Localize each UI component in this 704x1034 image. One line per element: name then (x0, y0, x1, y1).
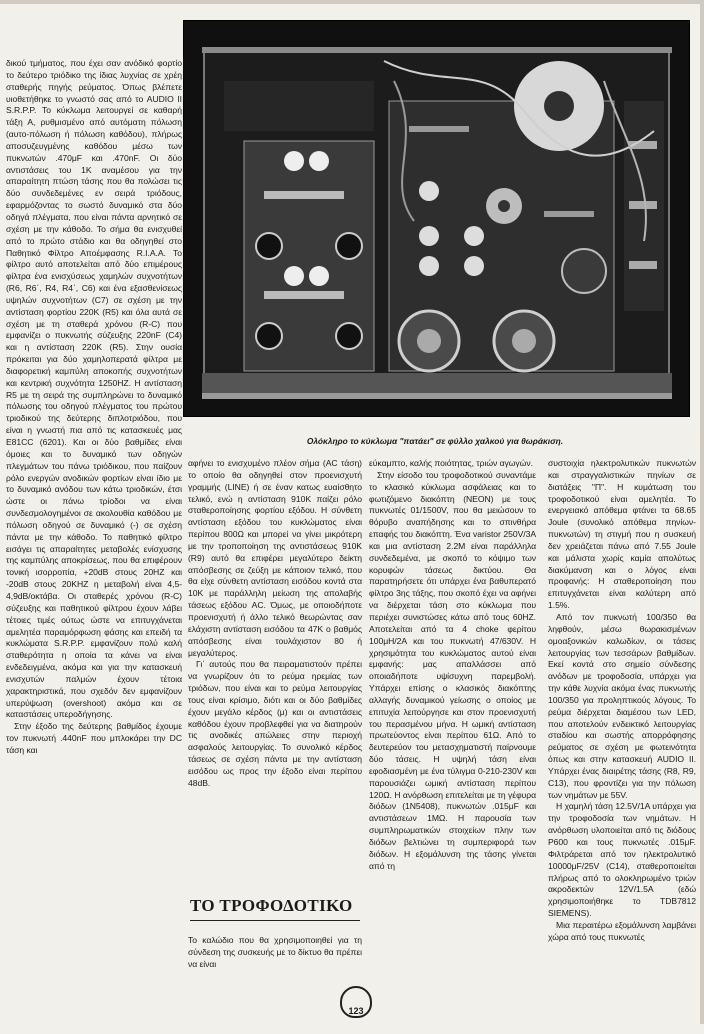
paragraph: δικού τμήματος, που έχει σαν ανόδικό φορτίο το δεύτερο τριόδικο της ίδιας λυχνίας σε χρέη σταθερής πηγής ρεύματος. Όπως βλέπετε υιοθετήθηκε το γνωστό σας από το AUDIO II S.R.P.P. Το κύκλωμα λειτουργεί σε καθαρή τάξη Α, ρυθμισμένο από αυτόματη πόλωση (αυτο-πόλωση ή πόλωση καθόδου), πλήρως αποσυζευγμένης καθόδου μέσω των πυκνωτών .470μF και .470nF. Οι δύο αντιστάσεις του 1Κ αναμέσου για την απαραίτητη πτώση τάσης που θα πολώσει τις δύο συνδεδεμένες εν σειρά τριόδους, εφαρμόζοντας το σωστό δυναμικό στα δύο οδηγά πλέγματα, που είναι πάντα αρνητικό σε σχέση με την κάθοδο. Το σήμα θα ενισχυθεί από το πρώτο στάδιο και θα οδηγηθεί στο Παθητικό Φίλτρο Αποέμφασης R.I.A.A. Το φίλτρο αυτό αποτελείται από δύο επιμέρους φίλτρα ένα ενισχύσεως χαμηλών συχνοτήτων (R6, R6΄, R4, R4΄, C6) και ένα εξασθενίσεως υψηλών συχνοτήτων (C7) σε σχέση με την αντίσταση φορτίου 220K (R5) και όλα αυτά σε σχέση με τη σταθερά χρόνου (R-C) που εμφανίζει ο πυκνωτής σύζευξης 220nF (C4) και η αντίσταση 220K (R5). Στην ουσία πρόκειται για δύο χαμηλοπερατά φίλτρα με διαφορετική καμπύλη αποκοπής συχνοτήτων και κεντρική συχνότητα 1250HZ. Η αντίσταση R5 με τη σειρά της συμπληρώνει το δυναμικό πόλωσης του οδηγού πλέγματος του πρώτου τριοδικού της δεύτερης διπλοτριόδου, που είναι η γνωστή πια από τις κατασκευές μας E81CC (6201). Και οι δύο βαθμίδες είναι όμοιες και το δυναμικό των οδηγών πλεγμάτων του πάνω τριόδικου, που παίζουν ρόλο ενεργών ανοδικών φορτίων είναι ίδιο με το δυναμικό ανόδου των κάτω τριοδικών, έτσι ώστε οι πάνω τρίοδοι να είναι συνδεσμολογημένοι σε ακολουθία καθόδου με πόλωση οδηγού σε δυναμικό (-) σε σχέση πάντα με την κάθοδο. Το παθητικό φίλτρο εισάγει τις απαραίτητες μεταβολές ενίσχυσης της καμπύλης αποκρίσεως, που θα επιφέρουν τονική ισορροπία, +20dB στους 20HZ και -20dB στους 20KHZ η μεταβολή είναι 4,5-4,9dB/οκτάβα. Οι σταθερές χρόνου (R-C) σύζευξης και παθητικού φίλτρου έχουν λάβει τέτοιες τιμές ούτως ώστε να επιτυγχάνεται αμελητέα παραμόρφωση φάσης και επειδή τα κυκλώματα S.R.P.P. εμφανίζουν πολύ καλή σταθερότητα η οποία τα κάνει να είναι ενδεδειγμένα, ακόμα και για την κατασκευή ενισχυτών παλμών έχουν τέτοια χαρακτηριστικά, που σχεδόν δεν εμφανίζουν υπερύψωση (overshoot) ακόμα και σε καταστάσεις υπεροδήγησης. (6, 58, 182, 720)
scan-artifact (0, 0, 704, 4)
paragraph: αφήνει το ενισχυμένο πλέον σήμα (AC τάση) το οποίο θα οδηγηθεί στον προενισχυτή γραμμής (LINE) ή σε έναν κατως ευαίσθητο τελικό, ενώ η αντίσταση 910Κ παίζει ρόλο σταθεροποίησης φορτίου εξόδου. Η σύνθετη αντίσταση εξόδου του κυκλώματος είναι περίπου 800Ω και μπορεί να γίνει μικρότερη με την τροποποίηση της αντιστάσεως 910Κ (R9) αυτό θα επιφέρει μεγαλύτερο δείκτη απόσβεσης σε ζεύξη με κάποιον τελικό, που θα είχε σύνθετη αντίσταση εισόδου κοντά στα 10Κ με παράλληλη μείωση της απολαβής τάσεως εξόδου AC. Όμως, με οποιοδήποτε προενισχυτή ή άλλο τελικό θεωρώντας σαν ελάχιστη αντίσταση εισόδου τα 47Κ ο βαθμός απόσβεσης είναι τουλάχιστον 80 ή μεγαλύτερος. (188, 458, 362, 658)
section-divider (190, 920, 360, 921)
paragraph: Το καλώδιο που θα χρησιμοποιηθεί για τη σύνδεση της συσκευής με το δίκτυο θα πρέπει να είναι (188, 935, 362, 969)
text-column-3 (369, 458, 536, 983)
section-title: ΤΟ ΤΡΟΦΟΔΟΤΙΚΟ (190, 896, 353, 915)
text-column-4 (548, 458, 696, 983)
photo-caption: Ολόκληρο το κύκλωμα "πατάει" σε φύλλο χαλκού για θωράκιση. (306, 436, 564, 446)
paragraph: Στην έξοδο της δεύτερης βαθμίδος έχουμε τον πυκνωτή .440nF που μπλοκάρει την DC τάση και (6, 721, 182, 755)
paragraph: συστοιχία ηλεκτρολυτικών πυκνωτών και στραγγαλιστικών πηνίων σε διατάξεις "Π". Η κυμάτωση του τροφοδοτικού είναι αμελητέα. Το ενεργειακό απόθεμα φτάνει τα 68.65 Joule (συνολικό απόθεμα πηνίων-πυκνωτών) τη στιγμή που η συσκευή δεν χρειάζεται πάνω από 7.55 Joule και μάλιστα χωρίς καμία απολύτως διακύμανση και ο λόγος είναι προφανής: Η σταθεροποίηση που επιτυγχάνεται είναι καλύτερη από 1.5%. (548, 458, 696, 611)
text-column-2-continued (188, 935, 362, 985)
text-column-2 (188, 458, 362, 888)
paragraph: εύκαμπτο, καλής ποιότητας, τριών αγωγών. (369, 458, 533, 468)
paragraph: Από τον πυκνωτή 100/350 θα ληφθούν, μέσω θωρακισμένων ομοαξονικών καλωδίων, οι τάσεις λειτουργίας των τεσσάρων βαθμίδων. Εκεί κοντά στο σημείο σύνδεσης ανόδων με τροφοδοσία, υπάρχει για την κάθε λυχνία ακόμα ένας πυκνωτής 100/350 για προληπτικούς λόγους. Το ρεύμα διέρχεται διαμέσου των LED, που αποτελούν ενδεικτικό λειτουργίας σταδίου και σωστής απορρόφησης ρεύματος σε σχέση με φωτεινότητα όπως και στην κατασκευή AUDIO II. Υπάρχει ένας διαιρέτης τάσης (R8, R9, C13), που φροντίζει για την πόλωση των νημάτων με 55V. (548, 611, 696, 800)
circuit-board-image (184, 21, 689, 416)
paragraph: Γι΄ αυτούς που θα πειραματιστούν πρέπει να γνωρίζουν ότι το ρεύμα ηρεμίας των τριόδων, που είναι και το ρεύμα λειτουργίας τους είναι κρίσιμο, διότι και οι δύο βαθμίδες έχουν μεγάλο κέρδος (μ) και οι αντιστάσεις καθόδου έχουν προβλεφθεί για να διατηρούν τις ανοδικές απώλειες στην περιοχή ασφαλούς λειτουργίας. Το συνολικό κέρδος τάσεως σε σχέση πάντα με την αντίσταση εισόδου ως προς την έξοδο είναι περίπου 48dB. (188, 659, 362, 788)
circuit-photo (183, 20, 690, 417)
paragraph: Στην είσοδο του τροφοδοτικού συναντάμε το κλασικό κύκλωμα ασφάλειας και το φωτιζόμενο διακόπτη (NEON) με τους πυκνωτές 01/1500V, που θα μειώσουν το θόρυβο αναπήδησης και το σπινθήρα επαφής του διακόπτη. Ένα varistor 250V/3A και μια αντίσταση 2.2M είναι παράλληλα συνδεδεμένα, με σκοπό το κόψιμο των κορυφών τάσεως δικτύου. Θα παρατηρήσετε ότι υπάρχει ένα βαθυπερατό φίλτρο 3ης τάξης, που σκοπό έχει να αφήνει να διέρχεται τάση στο κύκλωμα που περιέχει συνιστώσες κάτω από τους 60HZ. Αποτελείται από τα 4 choke φερίτου 100μΗ/2Α και του πυκνωτή 47/630V. Η χρησιμότητα του κυκλώματος αυτού είναι εμφανής: μας απαλλάσσει από οποιαδήποτε υψίσυχνη παρεμβολή. Υπάρχει επίσης ο κλασικός διακόπτης αλλαγής δυναμικού γείωσης ο οποίος με επιτυχία λειτούργησε και στον προενισχυτή του περασμένου μήνα. Η ωμική αντίσταση πρωτεύοντος είναι περίπου 61Ω. Από το δευτερεύον του μετασχηματιστή παίρνουμε δύο τάσεις. Η υψηλή τάση είναι εφοδιασμένη με ένα τύλιγμα 0-210-230V και παρουσιάζει ωμική αντίσταση περίπου 120Ω. Η ανόρθωση επιτελείται με τη γέφυρα διόδων (1N5408), πυκνωτών .015μF και αντιστάσεων 1ΜΩ. Η παρουσία των συμπληρωματικών στοιχείων πλην των διόδων βελτιώνει τη συμπεριφορά των διόδων. Η εξομάλυνση της τάσης γίνεται από τη (369, 469, 536, 871)
paragraph: Μια περαιτέρω εξομάλυνση λαμβάνει χώρα από τους πυκνωτές (548, 919, 696, 942)
paragraph: Η χαμηλή τάση 12.5V/1A υπάρχει για την τροφοδοσία των νημάτων. Η ανόρθωση υλοποιείται από τις διόδους P600 και τους πυκνωτές .015μF. Φιλτράρεται από τον ηλεκτρολυτικό 10000μF/25V (C14), σταθεροποιείται πλήρως από το ολοκληρωμένο τριών ακροδεκτών 12V/1.5Α (εδώ χρησιμοποιήθηκε το TDB7812 SIEMENS). (548, 801, 696, 919)
text-column-1 (6, 58, 182, 988)
scan-artifact (700, 0, 704, 1024)
page-number: 123 (340, 986, 372, 1018)
